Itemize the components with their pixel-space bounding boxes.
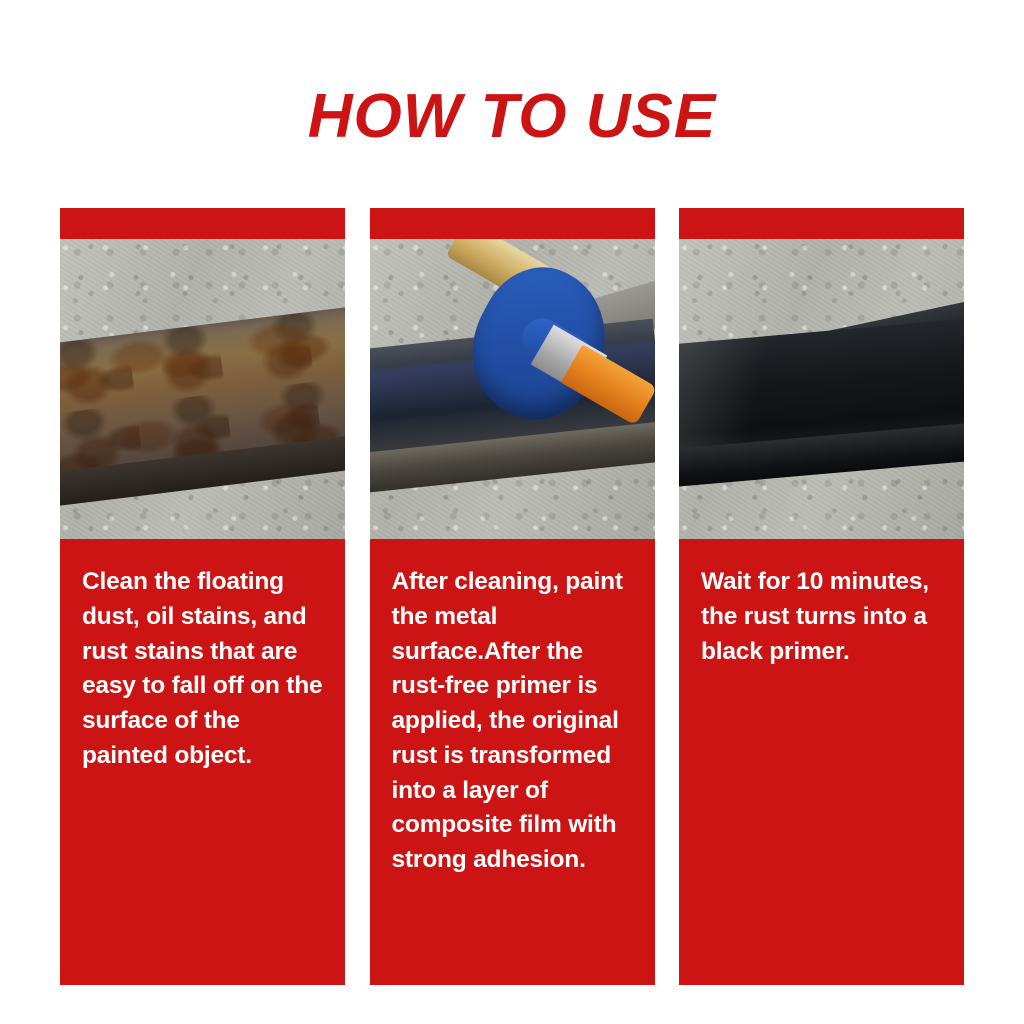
step-1-footer-fill (60, 804, 345, 922)
page-title: HOW TO USE (307, 82, 717, 151)
step-card-2 (370, 208, 655, 985)
step-card-3-topbar (679, 208, 964, 239)
step-3-photo (679, 239, 964, 539)
steps-row (60, 208, 964, 985)
step-card-2-topbar (370, 208, 655, 239)
step-2-photo (370, 239, 655, 539)
step-card-1-topbar (60, 208, 345, 239)
step-1-photo (60, 239, 345, 539)
step-1-caption: Clean the floating dust, oil stains, and rust stains that are easy to fall off on the surface of the painted object. (60, 539, 345, 804)
step-2-footer-fill (370, 908, 655, 922)
step-card-1 (60, 208, 345, 985)
step-card-3 (679, 208, 964, 985)
step-2-caption: After cleaning, paint the metal surface.After the rust-free primer is applied, the original rust is transformed into a layer of composite film with strong adhesion. (370, 539, 655, 908)
step-3-caption: Wait for 10 minutes, the rust turns into a black primer. (679, 539, 964, 699)
step-3-footer-fill (679, 699, 964, 985)
